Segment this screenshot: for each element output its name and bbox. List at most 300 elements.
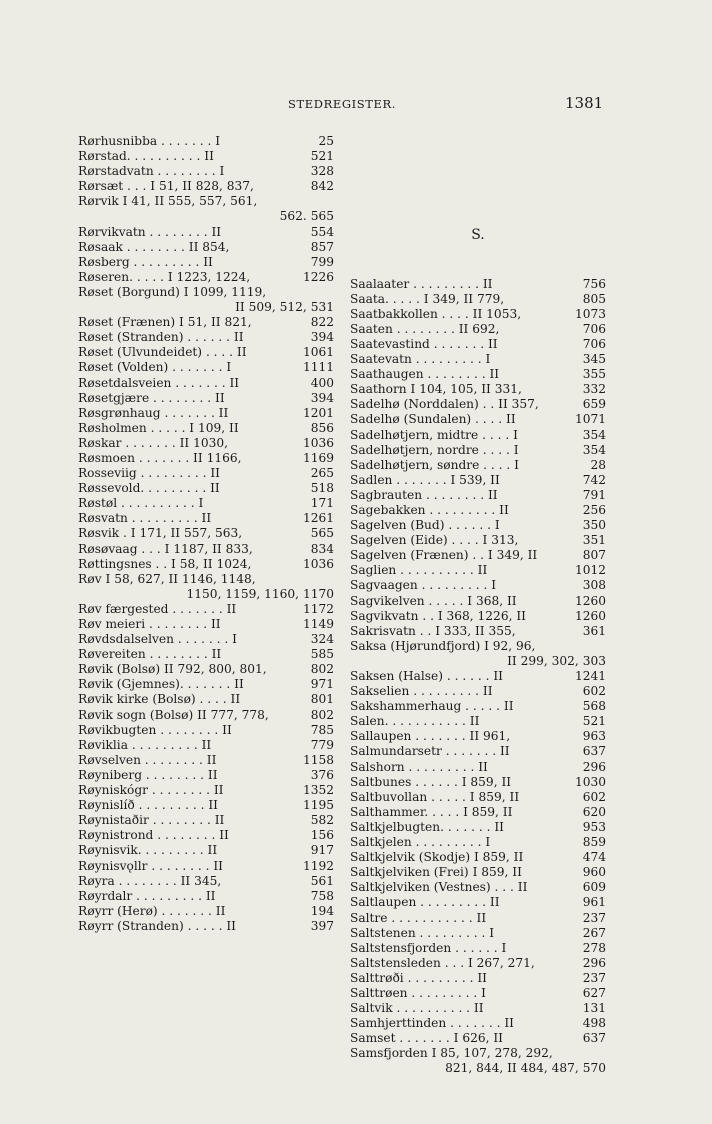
index-entry xyxy=(350,971,606,986)
entry-name: Salmundarsetr . . . . . . . II xyxy=(350,744,510,759)
entry-page-ref: 1352 xyxy=(302,783,334,798)
entry-name: Røynistrond . . . . . . . . II xyxy=(78,828,229,843)
index-entry xyxy=(78,345,334,360)
index-entry xyxy=(78,783,334,798)
entry-page-ref: 28 xyxy=(590,457,606,472)
entry-name: Sadelhøtjern, søndre . . . . I xyxy=(350,457,519,472)
index-entry xyxy=(350,790,606,805)
entry-page-ref: 805 xyxy=(582,291,606,306)
index-entry xyxy=(350,1046,606,1061)
index-entry xyxy=(350,865,606,880)
entry-page-ref: 355 xyxy=(582,367,606,382)
entry-page-ref: 602 xyxy=(582,789,606,804)
entry-page-ref: 785 xyxy=(310,722,334,737)
entry-name: Saltstenen . . . . . . . . . I xyxy=(350,925,495,940)
entry-page-ref: 602 xyxy=(582,684,606,699)
entry-name: Sadelhøtjern, nordre . . . . I xyxy=(350,442,519,457)
entry-page-ref: 659 xyxy=(582,397,606,412)
entry-name: Røvdsdalselven . . . . . . . I xyxy=(78,632,237,647)
index-entry xyxy=(350,714,606,729)
index-entry xyxy=(350,503,606,518)
entry-name: Røyrr (Herø) . . . . . . . II xyxy=(78,903,226,918)
entry-page-ref xyxy=(330,572,334,587)
entry-page-ref: 756 xyxy=(582,276,606,291)
entry-name: Røyniskógr . . . . . . . . II xyxy=(78,783,224,798)
index-entry xyxy=(350,760,606,775)
entry-name: Saltvik . . . . . . . . . . II xyxy=(350,1001,484,1016)
entry-name: Saltkjelviken (Vestnes) . . . II xyxy=(350,880,528,895)
index-entry xyxy=(350,639,606,654)
entry-name: Røttingsnes . . I 58, II 1024, xyxy=(78,556,252,571)
entry-page-ref: 554 xyxy=(310,224,334,239)
entry-page-ref: 324 xyxy=(310,632,334,647)
entry-name: Røsholmen . . . . . I 109, II xyxy=(78,420,239,435)
index-entry xyxy=(78,300,334,315)
entry-page-ref: 156 xyxy=(310,828,334,843)
entry-page-ref: 296 xyxy=(582,955,606,970)
entry-name: Røvik sogn (Bolsø) II 777, 778, xyxy=(78,707,269,722)
entry-name: Saltkjelen . . . . . . . . . I xyxy=(350,835,491,850)
entry-page-ref: 971 xyxy=(310,677,334,692)
index-entry xyxy=(350,624,606,639)
index-entry xyxy=(78,209,334,224)
entry-page-ref: 521 xyxy=(310,149,334,164)
index-entry xyxy=(350,911,606,926)
entry-page-ref: 1111 xyxy=(302,360,334,375)
index-entry xyxy=(350,277,606,292)
index-entry xyxy=(350,654,606,669)
entry-page-ref: 1030 xyxy=(574,774,606,789)
index-entry xyxy=(78,813,334,828)
section-letter: S. xyxy=(471,227,485,244)
entry-page-ref: 627 xyxy=(582,985,606,1000)
index-entry xyxy=(350,548,606,563)
entry-name: Saltbunes . . . . . . I 859, II xyxy=(350,774,512,789)
index-entry xyxy=(78,179,334,194)
index-entry xyxy=(350,307,606,322)
entry-page-ref: 1012 xyxy=(574,563,606,578)
entry-name: Saltkjelbugten. . . . . . . II xyxy=(350,819,504,834)
entry-page-ref: 799 xyxy=(310,254,334,269)
index-entry xyxy=(350,880,606,895)
entry-page-ref: 1061 xyxy=(302,345,334,360)
index-entry xyxy=(350,850,606,865)
entry-page-ref: 791 xyxy=(582,487,606,502)
entry-page-ref: 1192 xyxy=(302,858,334,873)
index-entry xyxy=(78,496,334,511)
entry-page-ref: 842 xyxy=(310,179,334,194)
entry-page-ref: 856 xyxy=(310,420,334,435)
entry-name: Sagelven (Eide) . . . . I 313, xyxy=(350,533,519,548)
entry-name: Røviklia . . . . . . . . . II xyxy=(78,737,212,752)
entry-page-ref: 25 xyxy=(318,134,334,148)
index-entry xyxy=(350,729,606,744)
index-entry xyxy=(350,594,606,609)
index-entry xyxy=(350,956,606,971)
entry-page-ref: 397 xyxy=(310,918,334,933)
entry-page-ref: 237 xyxy=(582,970,606,985)
entry-page-ref: 531 xyxy=(310,300,334,315)
entry-name: Røsgrønhaug . . . . . . . II xyxy=(78,405,229,420)
entry-name: Røvikbugten . . . . . . . . II xyxy=(78,722,232,737)
entry-page-ref: 518 xyxy=(310,481,334,496)
entry-name: Saltkjelvik (Skodje) I 859, II xyxy=(350,850,524,865)
entry-page-ref: 267 xyxy=(582,925,606,940)
entry-page-ref: 1260 xyxy=(574,593,606,608)
index-entry xyxy=(78,255,334,270)
index-entry xyxy=(78,149,334,164)
entry-name: Røsvik . I 171, II 557, 563, xyxy=(78,526,243,541)
entry-page-ref: 376 xyxy=(310,767,334,782)
entry-name: Sakshammerhaug . . . . . II xyxy=(350,699,514,714)
entry-page-ref: 256 xyxy=(582,502,606,517)
index-entry xyxy=(78,723,334,738)
entry-name: Sadelhø (Norddalen) . . II 357, xyxy=(350,397,539,412)
index-entry xyxy=(78,708,334,723)
index-entry xyxy=(350,669,606,684)
entry-name: Røvik (Bolsø) II 792, 800, 801, xyxy=(78,662,267,677)
entry-name: Røvik (Gjemnes). . . . . . . II xyxy=(78,677,244,692)
entry-page-ref: 1158 xyxy=(302,752,334,767)
entry-page-ref: 807 xyxy=(582,548,606,563)
index-entry xyxy=(350,699,606,714)
index-entry xyxy=(78,330,334,345)
entry-page-ref: 570 xyxy=(582,1061,606,1076)
entry-name: Røv meieri . . . . . . . . II xyxy=(78,617,221,631)
index-column-right xyxy=(350,134,606,1092)
entry-page-ref: 1261 xyxy=(302,511,334,526)
entry-page-ref: 1149 xyxy=(302,617,334,631)
entry-page-ref: 585 xyxy=(310,647,334,662)
entry-name: II 299, 302, xyxy=(507,653,579,668)
entry-page-ref: 859 xyxy=(582,835,606,850)
index-entry xyxy=(78,511,334,526)
entry-name: Røsaak . . . . . . . . II 854, xyxy=(78,239,230,254)
entry-name: Salshorn . . . . . . . . . II xyxy=(350,759,488,774)
index-entry xyxy=(78,225,334,240)
index-entry xyxy=(78,692,334,707)
index-entry xyxy=(78,904,334,919)
index-entry xyxy=(350,488,606,503)
index-entry xyxy=(78,285,334,300)
entry-page-ref: 779 xyxy=(310,737,334,752)
index-entry xyxy=(350,744,606,759)
entry-page-ref: 917 xyxy=(310,843,334,858)
index-entry xyxy=(350,1031,606,1046)
entry-name: Røvselven . . . . . . . . II xyxy=(78,752,217,767)
index-entry xyxy=(78,436,334,451)
index-entry xyxy=(78,270,334,285)
index-entry xyxy=(78,391,334,406)
entry-name: Røynislíð . . . . . . . . . II xyxy=(78,798,218,813)
entry-page-ref: 822 xyxy=(310,315,334,330)
entry-page-ref: 568 xyxy=(582,699,606,714)
index-entry xyxy=(350,926,606,941)
entry-page-ref: 351 xyxy=(582,533,606,548)
index-entry xyxy=(350,895,606,910)
entry-name: Sagebakken . . . . . . . . . II xyxy=(350,502,509,517)
index-column-left xyxy=(78,134,334,934)
index-entry xyxy=(78,240,334,255)
entry-name: Sagelven (Frænen) . . I 349, II xyxy=(350,548,538,563)
entry-name: Sagvikvatn . . I 368, 1226, II xyxy=(350,608,526,623)
entry-name: Sadlen . . . . . . . I 539, II xyxy=(350,472,500,487)
index-entry xyxy=(78,768,334,783)
entry-page-ref: 131 xyxy=(582,1001,606,1016)
entry-name: Saltre . . . . . . . . . . . II xyxy=(350,910,487,925)
entry-page-ref xyxy=(602,639,606,654)
index-entry xyxy=(350,609,606,624)
entry-page-ref: 237 xyxy=(582,910,606,925)
entry-name: Sagbrauten . . . . . . . . II xyxy=(350,487,498,502)
entry-name: Røsberg . . . . . . . . . II xyxy=(78,254,213,269)
index-entry xyxy=(78,376,334,391)
index-entry xyxy=(350,986,606,1001)
entry-name: Salttrøði . . . . . . . . . II xyxy=(350,970,487,985)
entry-page-ref: 620 xyxy=(582,804,606,819)
entry-name: Sagvikelven . . . . . I 368, II xyxy=(350,593,517,608)
entry-page-ref: 1241 xyxy=(574,669,606,683)
index-entry xyxy=(78,557,334,572)
entry-name: Sagelven (Bud) . . . . . . I xyxy=(350,518,500,533)
entry-name: Røsvatn . . . . . . . . . II xyxy=(78,511,212,526)
index-entry xyxy=(350,352,606,367)
entry-page-ref: 1260 xyxy=(574,608,606,623)
entry-page-ref: 194 xyxy=(310,903,334,918)
entry-name: Saksa (Hjørundfjord) I 92, 96, xyxy=(350,638,536,653)
entry-name: Røvik kirke (Bolsø) . . . . II xyxy=(78,692,241,707)
entry-name: Saatbakkollen . . . . II 1053, xyxy=(350,306,522,321)
entry-name: Røsmoen . . . . . . . II 1166, xyxy=(78,450,242,465)
entry-name: Samhjerttinden . . . . . . . II xyxy=(350,1016,514,1031)
entry-page-ref: 834 xyxy=(310,541,334,556)
entry-page-ref: 960 xyxy=(582,865,606,880)
index-entry xyxy=(78,843,334,858)
index-entry xyxy=(350,684,606,699)
entry-name: Røseren. . . . . I 1223, 1224, xyxy=(78,269,251,284)
index-entry xyxy=(350,412,606,427)
entry-page-ref: 758 xyxy=(310,888,334,903)
entry-page-ref: 332 xyxy=(582,382,606,397)
index-entry xyxy=(78,919,334,934)
entry-name: Rørvikvatn . . . . . . . . II xyxy=(78,224,222,239)
entry-name: Røskar . . . . . . . II 1030, xyxy=(78,435,228,450)
index-entry xyxy=(350,458,606,473)
entry-name: Røstøl . . . . . . . . . . I xyxy=(78,496,204,511)
entry-name: Saltlaupen . . . . . . . . . II xyxy=(350,895,500,910)
entry-page-ref: 354 xyxy=(582,427,606,442)
entry-name: Røyrdalr . . . . . . . . . II xyxy=(78,888,216,903)
entry-name: Røsetdalsveien . . . . . . . II xyxy=(78,375,240,390)
entry-page-ref: 171 xyxy=(310,496,334,511)
entry-page-ref: 400 xyxy=(310,375,334,390)
index-entry xyxy=(350,941,606,956)
entry-name: Saatevastind . . . . . . . II xyxy=(350,336,498,351)
entry-page-ref: 953 xyxy=(582,819,606,834)
entry-page-ref: 394 xyxy=(310,330,334,345)
entry-page-ref: 303 xyxy=(582,653,606,668)
index-entry xyxy=(350,382,606,397)
entry-name: Røsøvaag . . . I 1187, II 833, xyxy=(78,541,253,556)
entry-name: Rørsæt . . . I 51, II 828, 837, xyxy=(78,179,254,194)
entry-name: Rosseviig . . . . . . . . . II xyxy=(78,466,220,481)
entry-page-ref: 1195 xyxy=(302,798,334,813)
entry-page-ref: 1073 xyxy=(574,306,606,321)
entry-name: Røsetgjære . . . . . . . . II xyxy=(78,390,225,405)
entry-page-ref: 328 xyxy=(310,164,334,179)
entry-name: Rørhusnibba . . . . . . . I xyxy=(78,134,221,148)
index-entry xyxy=(78,662,334,677)
entry-page-ref: 1172 xyxy=(302,601,334,616)
entry-name: Røv I 58, 627, II 1146, 1148, xyxy=(78,571,256,586)
index-entry xyxy=(78,889,334,904)
index-entry xyxy=(78,451,334,466)
entry-page-ref: 637 xyxy=(582,744,606,759)
entry-name: Saalaater . . . . . . . . . II xyxy=(350,276,493,291)
entry-name: Samset . . . . . . . I 626, II xyxy=(350,1031,503,1046)
index-entry xyxy=(350,835,606,850)
index-entry xyxy=(78,315,334,330)
index-entry xyxy=(350,337,606,352)
entry-name: Saltstensfjorden . . . . . . I xyxy=(350,940,507,955)
index-entry xyxy=(78,164,334,179)
index-entry xyxy=(350,578,606,593)
page-header-title: STEDREGISTER. xyxy=(288,97,397,111)
index-entry xyxy=(350,533,606,548)
entry-name: Saksen (Halse) . . . . . . II xyxy=(350,669,503,683)
entry-name: Rørstadvatn . . . . . . . . I xyxy=(78,164,225,179)
entry-name: 821, 844, II 484, 487, xyxy=(445,1061,579,1076)
entry-name: Sakselien . . . . . . . . . II xyxy=(350,684,493,699)
page-number: 1381 xyxy=(565,94,604,112)
index-entry xyxy=(350,563,606,578)
entry-page-ref: 802 xyxy=(310,662,334,677)
entry-page-ref: 345 xyxy=(582,352,606,367)
entry-name: Salthammer. . . . . I 859, II xyxy=(350,804,513,819)
index-entry xyxy=(78,466,334,481)
entry-name: Salen. . . . . . . . . . . II xyxy=(350,714,480,729)
entry-page-ref: 582 xyxy=(310,813,334,828)
index-entry xyxy=(78,134,334,149)
index-entry xyxy=(350,367,606,382)
entry-page-ref: 961 xyxy=(582,895,606,910)
entry-page-ref: 637 xyxy=(582,1031,606,1046)
entry-page-ref: 565 xyxy=(310,209,334,224)
entry-name: Saltstensleden . . . I 267, 271, xyxy=(350,955,535,970)
index-entry xyxy=(350,428,606,443)
entry-name: Røvereiten . . . . . . . . II xyxy=(78,647,222,662)
entry-name: Saaten . . . . . . . . II 692, xyxy=(350,321,500,336)
index-entry xyxy=(78,632,334,647)
entry-name: Røyra . . . . . . . . II 345, xyxy=(78,873,222,888)
index-entry xyxy=(78,587,334,602)
entry-page-ref: 1036 xyxy=(302,435,334,450)
entry-page-ref: 394 xyxy=(310,390,334,405)
entry-page-ref: 963 xyxy=(582,729,606,744)
entry-page-ref: 1036 xyxy=(302,556,334,571)
entry-page-ref: 565 xyxy=(310,526,334,541)
entry-page-ref: 350 xyxy=(582,518,606,533)
column-spacer xyxy=(350,164,606,186)
entry-name: Saglien . . . . . . . . . . II xyxy=(350,563,488,578)
entry-name: Sadelhø (Sundalen) . . . . II xyxy=(350,412,516,427)
entry-name: Røset (Stranden) . . . . . . II xyxy=(78,330,244,345)
entry-page-ref: 801 xyxy=(310,692,334,707)
entry-page-ref: 296 xyxy=(582,759,606,774)
entry-page-ref: 521 xyxy=(582,714,606,729)
entry-page-ref: 561 xyxy=(310,873,334,888)
index-entry xyxy=(350,397,606,412)
entry-name: Sadelhøtjern, midtre . . . . I xyxy=(350,427,518,442)
entry-page-ref: 706 xyxy=(582,336,606,351)
index-entry xyxy=(78,859,334,874)
entry-page-ref: 742 xyxy=(582,472,606,487)
index-entry xyxy=(78,647,334,662)
index-entry xyxy=(350,473,606,488)
entry-name: 562. xyxy=(279,209,307,224)
entry-name: Sallaupen . . . . . . . II 961, xyxy=(350,729,511,744)
index-entry xyxy=(78,828,334,843)
index-entry xyxy=(78,194,334,209)
index-entry xyxy=(350,443,606,458)
entry-name: Salttrøen . . . . . . . . . I xyxy=(350,985,486,1000)
entry-page-ref: 474 xyxy=(582,850,606,865)
index-entry xyxy=(350,1001,606,1016)
index-entry xyxy=(78,526,334,541)
entry-page-ref: 609 xyxy=(582,880,606,895)
index-entry xyxy=(78,572,334,587)
index-entry xyxy=(350,820,606,835)
entry-page-ref: 1226 xyxy=(302,269,334,284)
entry-name: Sakrisvatn . . I 333, II 355, xyxy=(350,623,516,638)
index-entry xyxy=(78,677,334,692)
entry-page-ref: 802 xyxy=(310,707,334,722)
entry-name: 1150, 1159, 1160, xyxy=(186,586,299,601)
entry-name: Saathaugen . . . . . . . . II xyxy=(350,367,500,382)
entry-name: Samsfjorden I 85, 107, 278, 292, xyxy=(350,1046,553,1061)
entry-name: Saathorn I 104, 105, II 331, xyxy=(350,382,522,397)
index-entry xyxy=(78,481,334,496)
index-entry xyxy=(350,518,606,533)
entry-name: Saata. . . . . I 349, II 779, xyxy=(350,291,505,306)
entry-page-ref xyxy=(602,1046,606,1061)
index-rows-right xyxy=(350,277,606,1077)
entry-name: Røssevold. . . . . . . . . II xyxy=(78,481,220,496)
entry-name: Rørstad. . . . . . . . . . II xyxy=(78,149,214,164)
entry-page-ref: 1201 xyxy=(302,405,334,420)
index-entry xyxy=(350,775,606,790)
entry-page-ref: 308 xyxy=(582,578,606,593)
index-entry xyxy=(78,617,334,632)
entry-name: II 509, 512, xyxy=(235,300,307,315)
index-entry xyxy=(78,421,334,436)
entry-name: Røset (Volden) . . . . . . . I xyxy=(78,360,232,375)
entry-name: Røv færgested . . . . . . . II xyxy=(78,601,237,616)
index-entry xyxy=(78,874,334,889)
entry-name: Røynistaðir . . . . . . . . II xyxy=(78,813,225,828)
entry-page-ref: 1170 xyxy=(302,586,334,601)
index-entry xyxy=(78,360,334,375)
entry-name: Røynisvǫllr . . . . . . . . II xyxy=(78,858,223,873)
index-entry xyxy=(350,805,606,820)
index-entry xyxy=(350,1061,606,1076)
entry-page-ref: 361 xyxy=(582,623,606,638)
index-entry xyxy=(350,322,606,337)
index-entry xyxy=(78,738,334,753)
index-entry xyxy=(78,542,334,557)
entry-name: Rørvik I 41, II 555, 557, 561, xyxy=(78,194,258,209)
index-entry xyxy=(350,292,606,307)
